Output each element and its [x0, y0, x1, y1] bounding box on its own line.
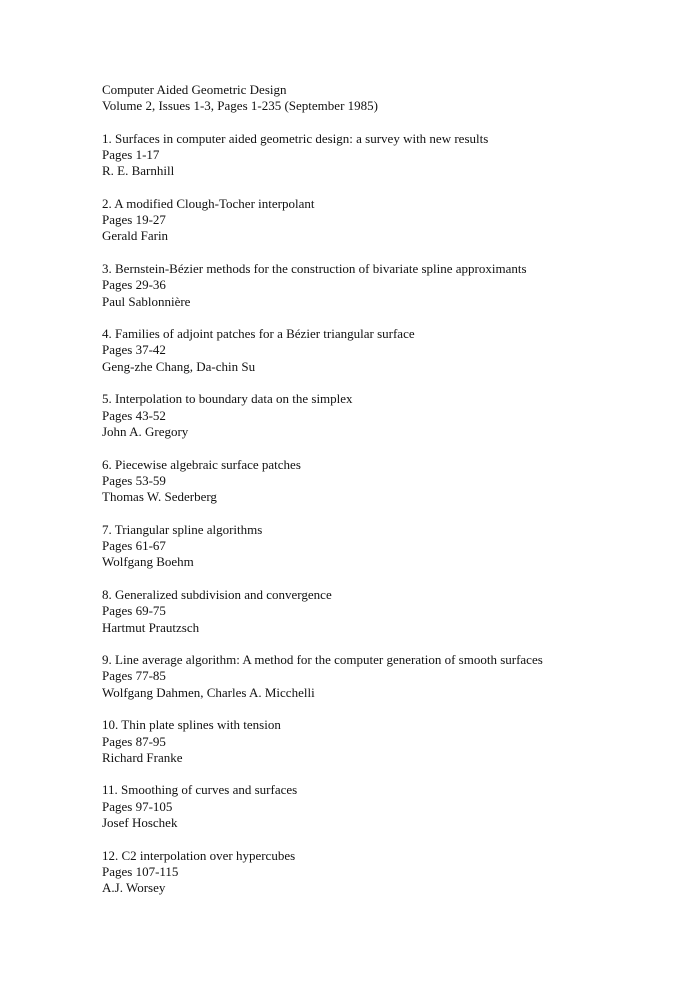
article-authors: Wolfgang Boehm: [102, 554, 194, 570]
article-entry: [102, 131, 682, 180]
article-authors: Thomas W. Sederberg: [102, 489, 217, 505]
article-authors: Richard Franke: [102, 749, 183, 765]
article-title: 6. Piecewise algebraic surface patches: [102, 456, 301, 472]
article-pages: Pages 1-17: [102, 146, 160, 162]
article-entry: [102, 261, 682, 310]
article-entry: [102, 522, 682, 571]
article-title: 4. Families of adjoint patches for a Bézier triangular surface: [102, 326, 415, 342]
article-authors: A.J. Worsey: [102, 880, 166, 896]
article-title: 10. Thin plate splines with tension: [102, 717, 281, 733]
article-entry: [102, 717, 682, 766]
article-authors: Geng-zhe Chang, Da-chin Su: [102, 358, 256, 374]
article-title: 7. Triangular spline algorithms: [102, 521, 263, 537]
article-pages: Pages 107-115: [102, 863, 179, 879]
article-entry: [102, 848, 682, 897]
article-pages: Pages 53-59: [102, 472, 166, 488]
article-pages: Pages 61-67: [102, 538, 166, 554]
article-pages: Pages 87-95: [102, 733, 166, 749]
article-pages: Pages 77-85: [102, 668, 166, 684]
article-authors: Hartmut Prautzsch: [102, 619, 200, 635]
article-title: 11. Smoothing of curves and surfaces: [102, 782, 298, 798]
article-authors: R. E. Barnhill: [102, 163, 175, 179]
article-pages: Pages 37-42: [102, 342, 166, 358]
article-authors: Paul Sablonnière: [102, 293, 191, 309]
article-title: 9. Line average algorithm: A method for the computer generation of smooth surfaces: [102, 652, 543, 668]
journal-title: Computer Aided Geometric Design: [102, 82, 287, 97]
article-entry: [102, 782, 682, 831]
article-authors: Josef Hoschek: [102, 815, 178, 831]
article-entry: [102, 326, 682, 375]
article-pages: Pages 69-75: [102, 603, 166, 619]
article-title: 12. C2 interpolation over hypercubes: [102, 847, 296, 863]
article-entry: [102, 391, 682, 440]
article-authors: Gerald Farin: [102, 228, 169, 244]
article-pages: Pages 29-36: [102, 277, 166, 293]
article-entry: [102, 652, 682, 701]
article-authors: Wolfgang Dahmen, Charles A. Micchelli: [102, 684, 315, 700]
article-pages: Pages 19-27: [102, 212, 166, 228]
article-entry: [102, 196, 682, 245]
article-pages: Pages 43-52: [102, 407, 166, 423]
article-title: 1. Surfaces in computer aided geometric design: a survey with new results: [102, 130, 489, 146]
article-title: 5. Interpolation to boundary data on the simplex: [102, 391, 353, 407]
article-entry: [102, 457, 682, 506]
article-title: 3. Bernstein-Bézier methods for the construction of bivariate spline approximants: [102, 260, 527, 276]
article-entry: [102, 587, 682, 636]
article-title: 2. A modified Clough-Tocher interpolant: [102, 195, 315, 211]
article-authors: John A. Gregory: [102, 423, 189, 439]
journal-header: [102, 82, 682, 115]
journal-issue-info: Volume 2, Issues 1-3, Pages 1-235 (September 1985): [102, 98, 378, 114]
document-page: [102, 82, 682, 913]
article-title: 8. Generalized subdivision and convergence: [102, 586, 332, 602]
article-pages: Pages 97-105: [102, 798, 173, 814]
